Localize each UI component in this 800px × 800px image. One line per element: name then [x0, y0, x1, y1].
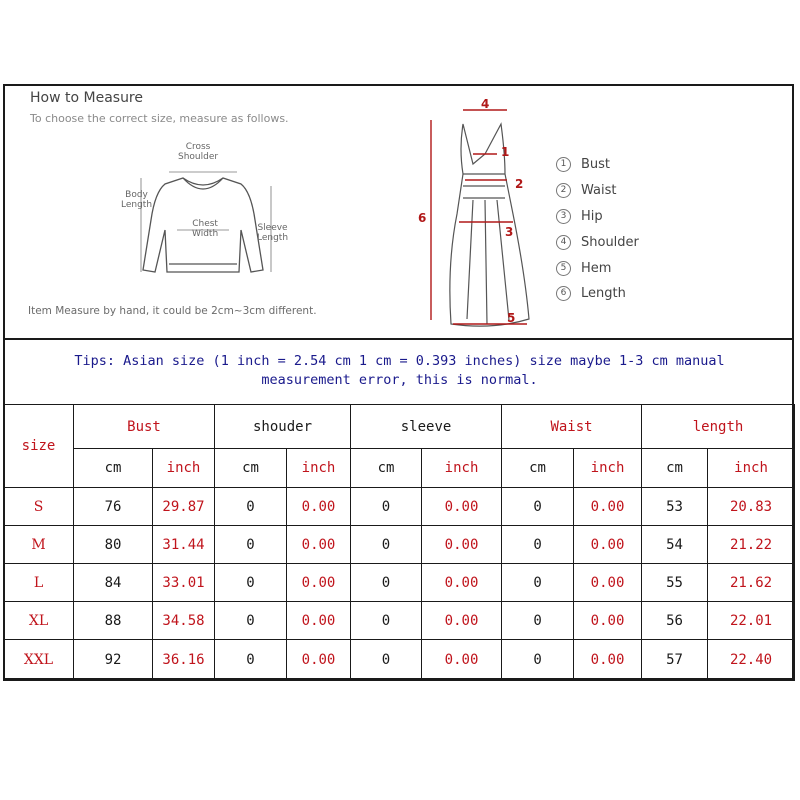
unit-cm: cm [502, 449, 574, 488]
cell-value: 57 [642, 640, 708, 681]
unit-inch: inch [287, 449, 351, 488]
unit-cm: cm [642, 449, 708, 488]
cell-value: 0.00 [287, 640, 351, 681]
cell-value: 21.22 [708, 526, 795, 564]
cell-value: 22.40 [708, 640, 795, 681]
cell-value: 0 [502, 640, 574, 681]
unit-cm: cm [74, 449, 153, 488]
cell-value: 0 [502, 564, 574, 602]
cell-value: 29.87 [153, 488, 215, 526]
unit-cm: cm [351, 449, 422, 488]
cell-value: 0.00 [422, 564, 502, 602]
legend-item: 3 Hip [556, 204, 639, 230]
cell-value: 88 [74, 602, 153, 640]
legend-item: 1 Bust [556, 152, 639, 178]
size-cell: XXL [4, 640, 74, 681]
size-cell: M [4, 526, 74, 564]
cell-value: 0 [351, 602, 422, 640]
cell-value: 0.00 [287, 602, 351, 640]
cell-value: 54 [642, 526, 708, 564]
tips-text: Tips: Asian size (1 inch = 2.54 cm 1 cm = 0.393 inches) size maybe 1-3 cm manual measurement error, this is normal. [74, 353, 725, 388]
cell-value: 0 [215, 640, 287, 681]
unit-inch: inch [153, 449, 215, 488]
cell-value: 0.00 [287, 526, 351, 564]
table-row [4, 526, 795, 564]
cell-value: 21.62 [708, 564, 795, 602]
how-to-measure-title: How to Measure [30, 90, 143, 106]
size-cell: XL [4, 602, 74, 640]
table-row [4, 602, 795, 640]
cell-value: 0.00 [574, 564, 642, 602]
cell-value: 22.01 [708, 602, 795, 640]
measure-legend [556, 152, 639, 307]
cell-value: 92 [74, 640, 153, 681]
unit-cm: cm [215, 449, 287, 488]
cell-value: 0 [215, 488, 287, 526]
cell-value: 0 [215, 526, 287, 564]
cell-value: 20.83 [708, 488, 795, 526]
cell-value: 0.00 [287, 564, 351, 602]
body-length-label: Body Length [121, 190, 153, 210]
cell-value: 0 [351, 564, 422, 602]
dress-illustration [413, 94, 533, 339]
cell-value: 34.58 [153, 602, 215, 640]
bust-header: Bust [74, 405, 215, 449]
sleeve-header: sleeve [351, 405, 502, 449]
cell-value: 80 [74, 526, 153, 564]
unit-inch: inch [574, 449, 642, 488]
cell-value: 0 [502, 526, 574, 564]
waist-header: Waist [502, 405, 642, 449]
cell-value: 0 [502, 602, 574, 640]
cross-shoulder-label: Cross Shoulder [178, 142, 219, 162]
size-cell: S [4, 488, 74, 526]
unit-inch: inch [708, 449, 795, 488]
cell-value: 0.00 [422, 526, 502, 564]
cell-value: 0.00 [574, 526, 642, 564]
cell-value: 36.16 [153, 640, 215, 681]
shoulder-header: shouder [215, 405, 351, 449]
size-chart-table [3, 404, 795, 681]
cell-value: 0.00 [422, 488, 502, 526]
length-header: length [642, 405, 795, 449]
dress-number-5: 5 [507, 311, 516, 325]
legend-item: 4 Shoulder [556, 229, 639, 255]
legend-item: 5 Hem [556, 255, 639, 281]
table-row [4, 488, 795, 526]
cell-value: 0.00 [574, 488, 642, 526]
cell-value: 31.44 [153, 526, 215, 564]
cell-value: 0 [502, 488, 574, 526]
legend-item: 2 Waist [556, 178, 639, 204]
size-header: size [4, 405, 74, 488]
cell-value: 53 [642, 488, 708, 526]
dress-number-4: 4 [481, 97, 490, 111]
how-to-measure-subtitle: To choose the correct size, measure as follows. [30, 112, 289, 125]
cell-value: 0.00 [574, 640, 642, 681]
cell-value: 33.01 [153, 564, 215, 602]
cell-value: 0 [351, 640, 422, 681]
cell-value: 0.00 [422, 602, 502, 640]
dress-number-3: 3 [505, 225, 514, 239]
table-row [4, 564, 795, 602]
legend-item: 6 Length [556, 281, 639, 307]
cell-value: 0.00 [287, 488, 351, 526]
how-to-measure-panel [3, 86, 794, 340]
size-cell: L [4, 564, 74, 602]
cell-value: 56 [642, 602, 708, 640]
cell-value: 0 [351, 526, 422, 564]
table-row [4, 640, 795, 681]
dress-number-6: 6 [418, 211, 427, 225]
sleeve-length-label: Sleeve Length [257, 223, 289, 243]
cell-value: 76 [74, 488, 153, 526]
chest-width-label: Chest Width [192, 219, 219, 239]
cell-value: 0.00 [574, 602, 642, 640]
cell-value: 0 [215, 602, 287, 640]
cell-value: 0 [351, 488, 422, 526]
dress-number-2: 2 [515, 177, 524, 191]
cell-value: 0 [215, 564, 287, 602]
cell-value: 84 [74, 564, 153, 602]
dress-number-1: 1 [501, 145, 510, 159]
cell-value: 0.00 [422, 640, 502, 681]
cell-value: 55 [642, 564, 708, 602]
unit-inch: inch [422, 449, 502, 488]
measurement-note: Item Measure by hand, it could be 2cm~3cm different. [28, 305, 317, 317]
